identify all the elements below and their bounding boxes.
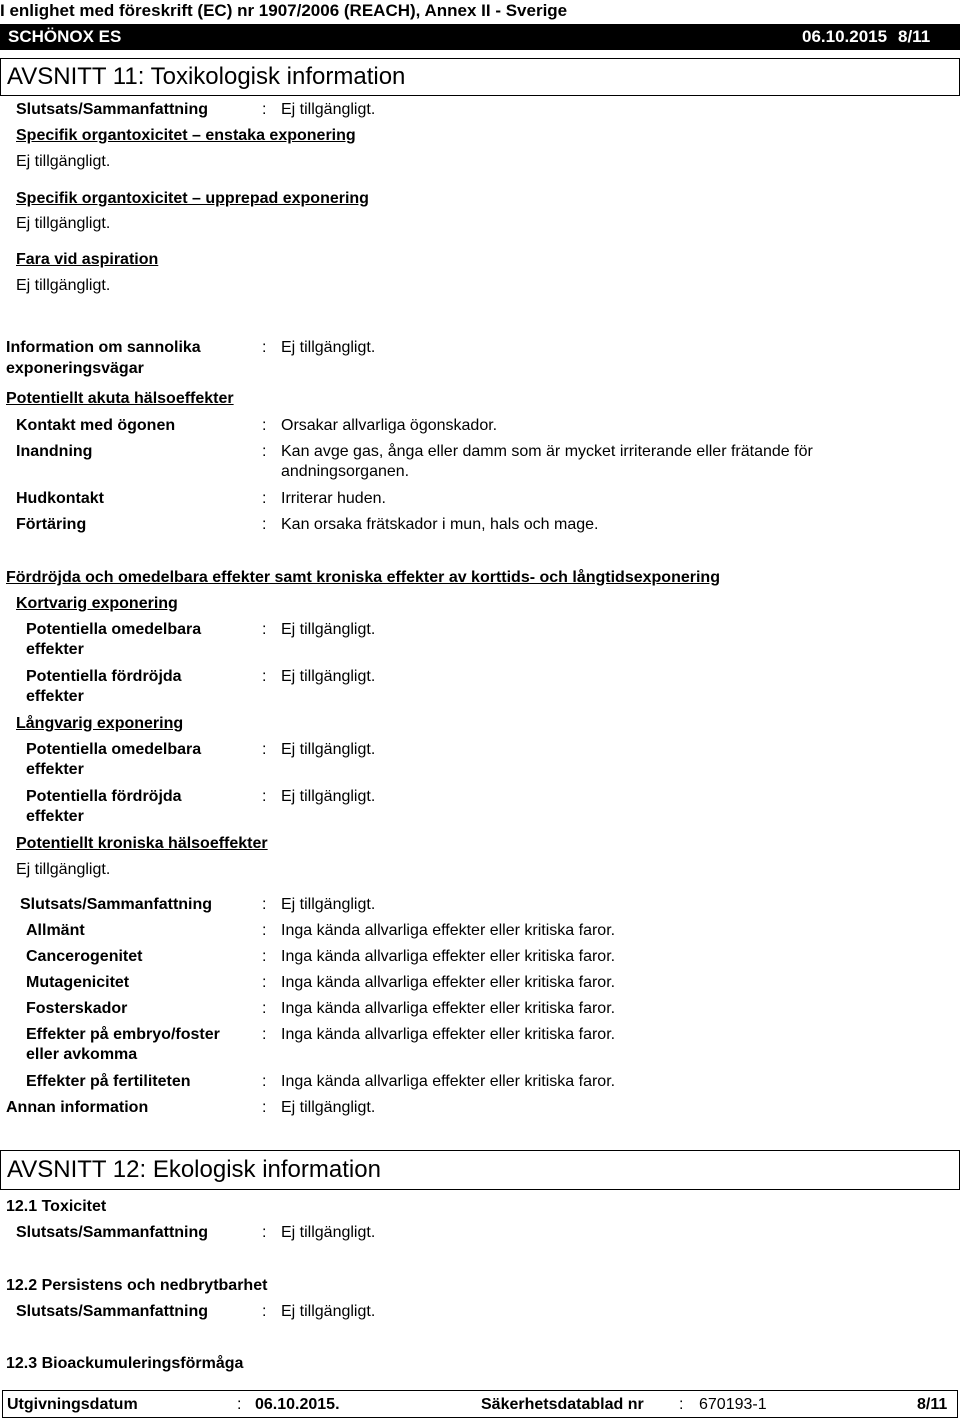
- colon: :: [262, 1000, 267, 1017]
- colon: :: [262, 1303, 267, 1320]
- regulation-title: I enlighet med föreskrift (EC) nr 1907/2006 (REACH), Annex II - Sverige: [0, 1, 568, 20]
- toxicity-heading: 12.1 Toxicitet: [6, 1198, 107, 1215]
- colon: :: [237, 1396, 242, 1413]
- inhalation-value: Kan avge gas, ånga eller damm som är mycket irriterande eller frätande för andningsorganen.: [281, 443, 813, 480]
- eye-contact-value: Orsakar allvarliga ögonskador.: [281, 417, 498, 434]
- teratogenicity-label: Fosterskador: [26, 1000, 128, 1017]
- short-immediate-value: Ej tillgängligt.: [281, 621, 376, 638]
- long-immediate-label-line-1: Potentiella omedelbara: [26, 741, 202, 758]
- bioaccumulation-heading: 12.3 Bioackumuleringsförmåga: [6, 1355, 244, 1372]
- colon: :: [262, 443, 267, 460]
- ingestion-value: Kan orsaka frätskador i mun, hals och mage.: [281, 516, 599, 533]
- short-delayed-label-line-1: Potentiella fördröjda: [26, 668, 182, 685]
- product-name: SCHÖNOX ES: [8, 27, 122, 46]
- chronic-summary-label: Slutsats/Sammanfattning: [20, 896, 213, 913]
- issue-date-label: Utgivningsdatum: [7, 1396, 138, 1413]
- skin-contact-value: Irriterar huden.: [281, 490, 386, 507]
- colon: :: [262, 788, 267, 805]
- inhalation-label: Inandning: [16, 443, 93, 460]
- summary-label: Slutsats/Sammanfattning: [16, 101, 209, 118]
- colon: :: [262, 741, 267, 758]
- chronic-summary-value: Ej tillgängligt.: [281, 896, 376, 913]
- persistence-summary-label: Slutsats/Sammanfattning: [16, 1303, 209, 1320]
- fertility-value: Inga kända allvarliga effekter eller kritiska faror.: [281, 1073, 616, 1090]
- stot-single-heading: Specifik organtoxicitet – enstaka exponering: [16, 127, 356, 144]
- colon: :: [262, 417, 267, 434]
- colon: :: [679, 1396, 684, 1413]
- fertility-label: Effekter på fertiliteten: [26, 1073, 191, 1090]
- colon: :: [262, 974, 267, 991]
- issue-date-value: 06.10.2015.: [255, 1396, 340, 1413]
- routes-value: Ej tillgängligt.: [281, 339, 376, 356]
- other-information-value: Ej tillgängligt.: [281, 1099, 376, 1116]
- other-information-label: Annan information: [6, 1099, 149, 1116]
- aspiration-value: Ej tillgängligt.: [16, 277, 111, 294]
- long-delayed-label-line-2: effekter: [26, 808, 84, 825]
- persistence-heading: 12.2 Persistens och nedbrytbarhet: [6, 1277, 268, 1294]
- toxicity-summary-value: Ej tillgängligt.: [281, 1224, 376, 1241]
- document-footer: [2, 1390, 958, 1418]
- colon: :: [262, 516, 267, 533]
- short-immediate-label-line-2: effekter: [26, 641, 84, 658]
- carcinogenicity-value: Inga kända allvarliga effekter eller kritiska faror.: [281, 948, 616, 965]
- stot-repeated-value: Ej tillgängligt.: [16, 215, 111, 232]
- section-12-title-box: [0, 1150, 960, 1190]
- colon: :: [262, 1224, 267, 1241]
- long-immediate-value: Ej tillgängligt.: [281, 741, 376, 758]
- short-delayed-value: Ej tillgängligt.: [281, 668, 376, 685]
- section-11-title: AVSNITT 11: Toxikologisk information: [7, 63, 406, 90]
- toxicity-summary-label: Slutsats/Sammanfattning: [16, 1224, 209, 1241]
- sds-number-value: 670193-1: [699, 1396, 767, 1413]
- long-term-heading: Långvarig exponering: [16, 715, 184, 732]
- sds-number-label: Säkerhetsdatablad nr: [481, 1396, 644, 1413]
- general-label: Allmänt: [26, 922, 85, 939]
- general-value: Inga kända allvarliga effekter eller kritiska faror.: [281, 922, 616, 939]
- teratogenicity-value: Inga kända allvarliga effekter eller kritiska faror.: [281, 1000, 616, 1017]
- colon: :: [262, 490, 267, 507]
- chronic-effects-value: Ej tillgängligt.: [16, 861, 111, 878]
- colon: :: [262, 1073, 267, 1090]
- long-delayed-label-line-1: Potentiella fördröjda: [26, 788, 182, 805]
- footer-page: 8/11: [917, 1396, 948, 1413]
- header-date: 06.10.2015: [802, 27, 888, 46]
- colon: :: [262, 948, 267, 965]
- skin-contact-label: Hudkontakt: [16, 490, 104, 507]
- header-page: 8/11: [898, 27, 931, 46]
- colon: :: [262, 1099, 267, 1116]
- ingestion-label: Förtäring: [16, 516, 87, 533]
- document-header: [0, 0, 960, 50]
- aspiration-heading: Fara vid aspiration: [16, 251, 159, 268]
- colon: :: [262, 101, 267, 118]
- colon: :: [262, 668, 267, 685]
- colon: :: [262, 1026, 267, 1043]
- section-11-title-box: [0, 58, 960, 96]
- header-bar: [0, 24, 960, 50]
- developmental-value: Inga kända allvarliga effekter eller kritiska faror.: [281, 1026, 616, 1043]
- delayed-effects-heading: Fördröjda och omedelbara effekter samt kroniska effekter av korttids- och långtidsexponering: [6, 569, 720, 586]
- stot-single-value: Ej tillgängligt.: [16, 153, 111, 170]
- colon: :: [262, 922, 267, 939]
- routes-label-line-1: Information om sannolika: [6, 339, 201, 356]
- stot-repeated-heading: Specifik organtoxicitet – upprepad exponering: [16, 190, 369, 207]
- colon: :: [262, 896, 267, 913]
- developmental-label-line-2: eller avkomma: [26, 1046, 138, 1063]
- mutagenicity-value: Inga kända allvarliga effekter eller kritiska faror.: [281, 974, 616, 991]
- acute-effects-heading: Potentiellt akuta hälsoeffekter: [6, 390, 234, 407]
- chronic-effects-heading: Potentiellt kroniska hälsoeffekter: [16, 835, 268, 852]
- summary-value: Ej tillgängligt.: [281, 101, 376, 118]
- eye-contact-label: Kontakt med ögonen: [16, 417, 176, 434]
- short-immediate-label-line-1: Potentiella omedelbara: [26, 621, 202, 638]
- long-immediate-label-line-2: effekter: [26, 761, 84, 778]
- routes-label-line-2: exponeringsvägar: [6, 360, 144, 377]
- mutagenicity-label: Mutagenicitet: [26, 974, 130, 991]
- section-12-title: AVSNITT 12: Ekologisk information: [7, 1156, 381, 1183]
- short-term-heading: Kortvarig exponering: [16, 595, 178, 612]
- long-delayed-value: Ej tillgängligt.: [281, 788, 376, 805]
- colon: :: [262, 621, 267, 638]
- persistence-summary-value: Ej tillgängligt.: [281, 1303, 376, 1320]
- short-delayed-label-line-2: effekter: [26, 688, 84, 705]
- developmental-label-line-1: Effekter på embryo/foster: [26, 1026, 220, 1043]
- colon: :: [262, 339, 267, 356]
- carcinogenicity-label: Cancerogenitet: [26, 948, 143, 965]
